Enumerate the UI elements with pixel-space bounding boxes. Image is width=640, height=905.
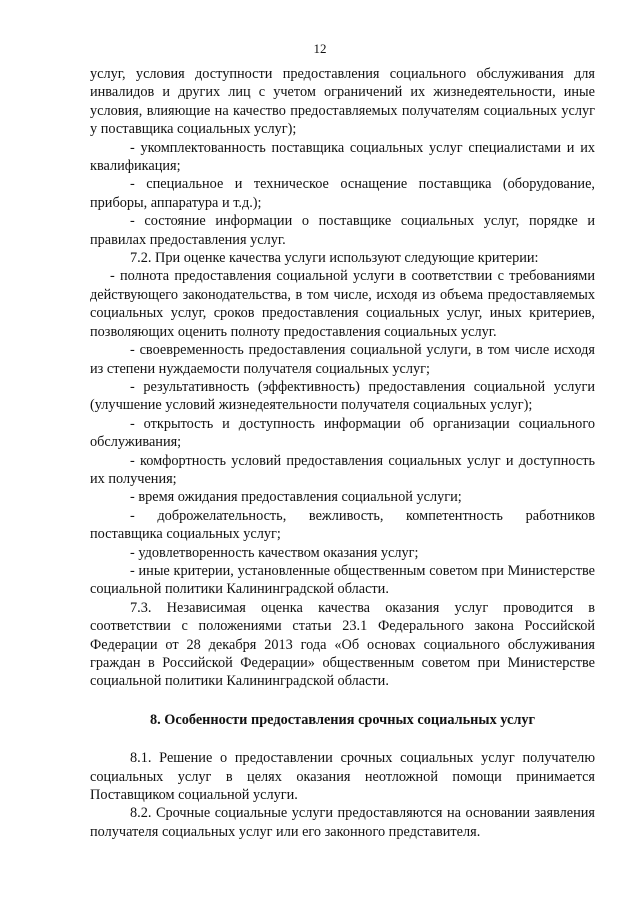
list-item: - специальное и техническое оснащение поставщика (оборудование, приборы, аппаратура и т.д.); [90,176,595,211]
list-item: - доброжелательность, вежливость, компетентность работников поставщика социальных услуг; [90,507,595,543]
paragraph: 8.2. Срочные социальные услуги предоставляются на основании заявления получателя социальных услуг или его законного представителя. [90,805,595,840]
list-item: - результативность (эффективность) предоставления социальной услуги (улучшение условий жизнедеятельности получателя социальных услуг); [90,378,595,414]
paragraph: услуг, условия доступности предоставления социального обслуживания для инвалидов и других лиц с учетом ограничений их жизнедеятельности, иные условия, влияющие на качество предоставляемых получателям социальных услуг у поставщика социальных услуг); [90,66,595,138]
paragraph: 8.1. Решение о предоставлении срочных социальных услуг получателю социальных услуг в целях оказания неотложной помощи принимается Поставщиком социальной услуги. [90,750,595,804]
list-item: - удовлетворенность качеством оказания услуг; [130,544,419,561]
list-item: - полнота предоставления социальной услуги в соответствии с требованиями действующего законодательства, в том числе, исходя из объема предоставляемых социальных услуг, сроков предоставления социальных услуг, иных критериев, позволяющих оценить полноту предоставления социальных услуг. [90,268,595,340]
paragraph: 7.2. При оценке качества услуги используют следующие критерии: [130,250,539,267]
list-item: - своевременность предоставления социальной услуги, в том числе исходя из степени нуждаемости получателя социальных услуг; [90,342,595,377]
list-item: - открытость и доступность информации об организации социального обслуживания; [90,415,595,451]
list-item: - комфортность условий предоставления социальных услуг и доступность их получения; [90,452,595,487]
list-item: - укомплектованность поставщика социальных услуг специалистами и их квалификация; [90,139,595,175]
list-item: - иные критерии, установленные общественным советом при Министерстве социальной политики Калининградской области. [90,562,595,598]
section-heading: 8. Особенности предоставления срочных социальных услуг [149,711,536,728]
list-item: - состояние информации о поставщике социальных услуг, порядке и правилах предоставления услуг. [90,213,595,248]
page-number: 12 [313,41,327,56]
paragraph: 7.3. Независимая оценка качества оказания услуг проводится в соответствии с положениями статьи 23.1 Федерального закона Российской Федерации от 28 декабря 2013 года «Об основах социального обслуживания граждан в Российской Федерации» общественным советом при Министерстве социальной политики Калининградской области. [90,599,595,690]
list-item: - время ожидания предоставления социальной услуги; [130,489,462,506]
document-body [90,65,595,841]
